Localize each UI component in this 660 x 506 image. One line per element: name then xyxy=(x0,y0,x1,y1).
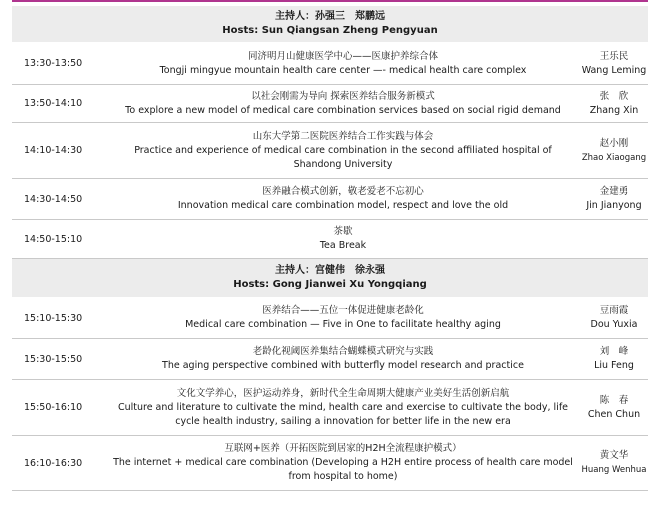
topic-zh: 同济明月山健康医学中心——医康护养综合体 xyxy=(247,50,438,62)
speaker-zh: 金建勇 xyxy=(599,186,629,197)
topic-en-cont: cycle health industry, sailing a innovation for better life in the new era xyxy=(175,415,511,427)
topic-zh: 互联网+医养（开拓医院到居家的H2H全流程康护模式） xyxy=(224,443,462,454)
topic xyxy=(108,436,578,490)
speaker xyxy=(578,123,650,178)
speaker-zh: 刘 峰 xyxy=(599,346,629,357)
topic-zh: 以社会刚需为导向 探索医养结合服务新模式 xyxy=(251,90,435,102)
speaker-en: Zhang Xin xyxy=(589,104,639,116)
time-slot: 13:30-13:50 xyxy=(24,58,83,69)
speaker-en: Jin Jianyong xyxy=(586,200,642,211)
speaker-en: Liu Feng xyxy=(594,360,634,371)
speaker-zh: 豆雨霞 xyxy=(599,305,629,316)
table-row xyxy=(12,123,648,179)
speaker xyxy=(578,339,650,379)
topic-en: Tongji mingyue mountain health care center —- medical health care complex xyxy=(159,64,527,76)
topic-en: Medical care combination — Five in One to facilitate healthy aging xyxy=(185,319,501,330)
topic-en: Innovation medical care combination model, respect and love the old xyxy=(177,200,509,211)
speaker-en: Dou Yuxia xyxy=(590,319,638,330)
speaker-zh: 张 欣 xyxy=(599,90,629,102)
speaker-zh: 王乐民 xyxy=(599,50,629,62)
time-slot: 14:10-14:30 xyxy=(24,145,83,156)
topic xyxy=(108,85,578,122)
speaker xyxy=(578,380,650,435)
table-row xyxy=(12,380,648,436)
time-slot: 15:50-16:10 xyxy=(24,402,83,413)
speaker-zh: 陈 春 xyxy=(599,394,629,406)
table-row xyxy=(12,220,648,259)
table-row xyxy=(12,179,648,220)
topic xyxy=(108,298,578,338)
time-slot: 15:30-15:50 xyxy=(24,353,83,365)
time-slot: 14:50-15:10 xyxy=(24,233,83,245)
speaker-en: Wang Leming xyxy=(581,64,647,76)
speaker xyxy=(578,179,650,219)
topic-en: Practice and experience of medical care combination in the second affiliated hospital of xyxy=(134,144,552,156)
speaker xyxy=(578,298,650,338)
speaker-en: Zhao Xiaogang xyxy=(581,152,647,163)
topic xyxy=(108,380,578,435)
host-header-1 xyxy=(12,6,648,42)
time-slot: 15:10-15:30 xyxy=(24,312,83,324)
topic xyxy=(108,123,578,178)
topic-en: Tea Break xyxy=(319,240,367,251)
top-accent-line xyxy=(12,0,648,2)
speaker xyxy=(578,43,650,84)
topic-en: The aging perspective combined with butterfly model research and practice xyxy=(162,360,524,371)
host-en: Hosts: Sun Qiangsan Zheng Pengyuan xyxy=(222,25,438,36)
time-slot: 16:10-16:30 xyxy=(24,457,83,469)
topic-zh: 医养结合——五位一体促进健康老龄化 xyxy=(262,305,424,316)
topic-en: Culture and literature to cultivate the mind, health care and exercise to cultivate the body, life xyxy=(117,401,569,413)
table-row xyxy=(12,298,648,339)
speaker xyxy=(578,85,650,122)
speaker-en: Huang Wenhua xyxy=(581,465,647,475)
time-slot: 14:30-14:50 xyxy=(24,193,83,205)
topic-zh: 医养融合模式创新，敬老爱老不忘初心 xyxy=(262,186,424,197)
topic-zh: 茶歇 xyxy=(333,226,353,237)
topic xyxy=(108,220,578,258)
topic-zh: 山东大学第二医院医养结合工作实践与体会 xyxy=(252,130,434,142)
topic-en-cont: Shandong University xyxy=(293,158,393,170)
table-row xyxy=(12,339,648,380)
table-row xyxy=(12,85,648,123)
topic xyxy=(108,43,578,84)
table-row xyxy=(12,43,648,85)
speaker-zh: 赵小刚 xyxy=(599,137,629,149)
topic xyxy=(108,339,578,379)
host-zh: 主持人：宫健伟 徐永强 xyxy=(275,265,385,276)
host-en: Hosts: Gong Jianwei Xu Yongqiang xyxy=(233,279,427,290)
speaker xyxy=(578,436,650,490)
topic-zh: 老龄化视阈医养集结合蝴蝶模式研究与实践 xyxy=(252,346,434,357)
speaker-zh: 黄文华 xyxy=(599,450,629,461)
topic-en: The internet + medical care combination (Developing a H2H entire process of health care model xyxy=(113,457,573,468)
topic-zh: 文化文学养心，医护运动养身，新时代全生命周期大健康产业美好生活创新启航 xyxy=(176,387,510,399)
topic-en: To explore a new model of medical care combination services based on social rigid demand xyxy=(125,104,561,116)
host-header-2 xyxy=(12,259,648,297)
topic xyxy=(108,179,578,219)
host-zh: 主持人：孙强三 郑鹏远 xyxy=(275,11,385,22)
table-row xyxy=(12,436,648,491)
time-slot: 13:50-14:10 xyxy=(24,98,83,109)
speaker-en: Chen Chun xyxy=(587,408,641,420)
topic-en-cont: from hospital to home) xyxy=(288,471,398,482)
